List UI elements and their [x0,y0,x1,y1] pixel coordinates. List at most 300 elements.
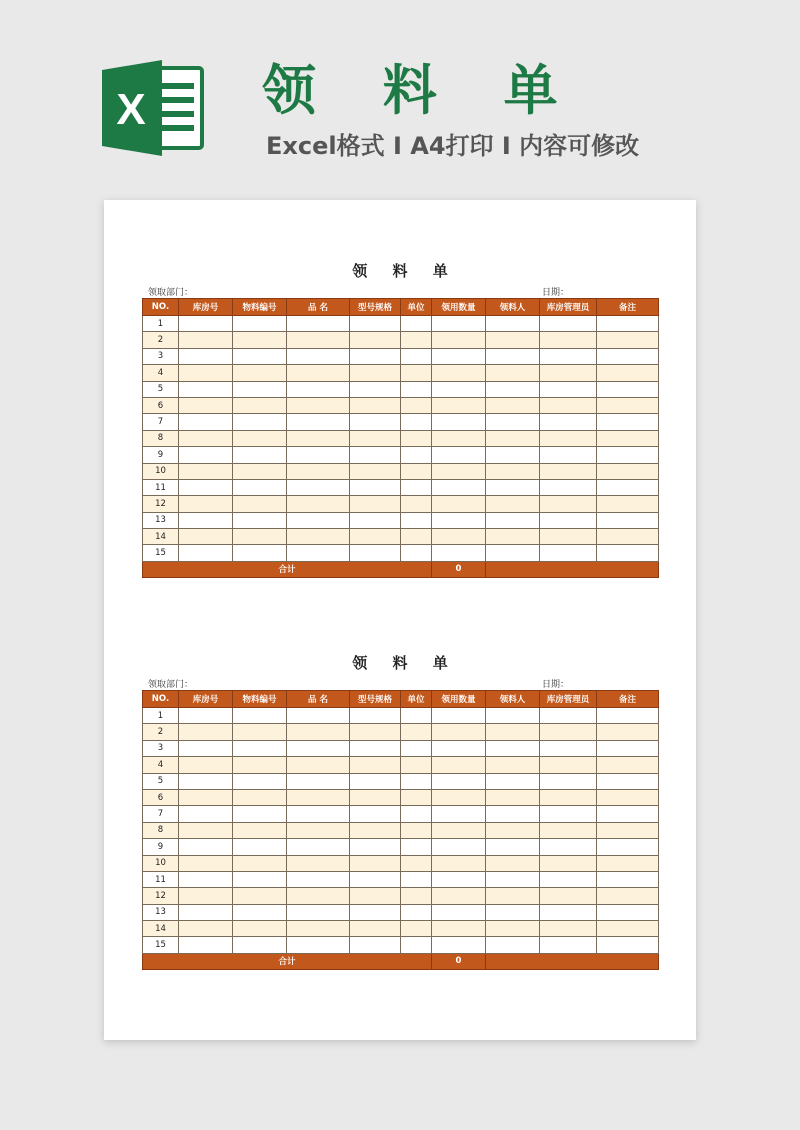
table-cell[interactable] [233,888,287,904]
table-cell[interactable] [233,871,287,887]
table-cell[interactable] [597,724,659,740]
table-cell[interactable] [540,545,597,561]
table-cell[interactable] [486,773,540,789]
table-cell[interactable] [540,855,597,871]
table-cell[interactable] [432,529,486,545]
table-cell[interactable] [401,740,432,756]
row-number: 12 [143,496,179,512]
table-cell[interactable] [486,397,540,413]
table-cell[interactable] [597,332,659,348]
table-cell[interactable] [597,888,659,904]
table-cell[interactable] [432,496,486,512]
table-row [143,789,659,805]
table-cell[interactable] [233,529,287,545]
table-cell[interactable] [350,381,401,397]
table-cell[interactable] [179,855,233,871]
table-cell[interactable] [350,937,401,953]
table-cell[interactable] [179,447,233,463]
table-cell[interactable] [287,545,350,561]
table-cell[interactable] [432,397,486,413]
table-cell[interactable] [486,937,540,953]
department-label: 领取部门： [148,680,194,690]
table-cell[interactable] [233,904,287,920]
row-number: 9 [143,839,179,855]
table-cell[interactable] [233,839,287,855]
table-cell[interactable] [540,463,597,479]
column-header: 品 名 [287,299,350,316]
table-cell[interactable] [597,757,659,773]
table-cell[interactable] [179,545,233,561]
row-number: 3 [143,348,179,364]
table-cell[interactable] [350,822,401,838]
table-cell[interactable] [287,806,350,822]
table-cell[interactable] [401,496,432,512]
table-cell[interactable] [179,757,233,773]
table-cell[interactable] [179,871,233,887]
table-cell[interactable] [350,316,401,332]
table-cell[interactable] [432,348,486,364]
table-cell[interactable] [401,430,432,446]
table-cell[interactable] [486,708,540,724]
table-cell[interactable] [597,806,659,822]
table-cell[interactable] [540,316,597,332]
table-cell[interactable] [233,545,287,561]
table-cell[interactable] [350,773,401,789]
row-number: 2 [143,332,179,348]
table-cell[interactable] [486,496,540,512]
table-cell[interactable] [179,414,233,430]
table-row [143,447,659,463]
table-cell[interactable] [401,921,432,937]
table-cell[interactable] [432,871,486,887]
table-cell[interactable] [597,839,659,855]
column-header: 备注 [597,299,659,316]
table-cell[interactable] [350,921,401,937]
table-cell[interactable] [486,839,540,855]
table-row [143,397,659,413]
table-cell[interactable] [350,463,401,479]
table-cell[interactable] [233,512,287,528]
table-cell[interactable] [233,773,287,789]
table-cell[interactable] [540,348,597,364]
table-cell[interactable] [540,839,597,855]
row-number: 15 [143,545,179,561]
table-cell[interactable] [350,479,401,495]
table-cell[interactable] [233,463,287,479]
table-cell[interactable] [350,430,401,446]
table-cell[interactable] [401,447,432,463]
table-cell[interactable] [287,332,350,348]
table-cell[interactable] [350,447,401,463]
table-cell[interactable] [287,937,350,953]
table-cell[interactable] [432,855,486,871]
table-cell[interactable] [597,708,659,724]
table-cell[interactable] [179,479,233,495]
table-cell[interactable] [432,316,486,332]
table-cell[interactable] [432,757,486,773]
table-cell[interactable] [432,430,486,446]
table-cell[interactable] [233,381,287,397]
table-cell[interactable] [179,937,233,953]
table-cell[interactable] [540,512,597,528]
table-cell[interactable] [287,724,350,740]
table-cell[interactable] [401,789,432,805]
table-cell[interactable] [287,316,350,332]
table-cell[interactable] [401,316,432,332]
table-cell[interactable] [350,888,401,904]
table-cell[interactable] [597,921,659,937]
row-number: 1 [143,316,179,332]
table-cell[interactable] [179,381,233,397]
table-cell[interactable] [179,463,233,479]
table-cell[interactable] [540,496,597,512]
table-cell[interactable] [233,740,287,756]
row-number: 10 [143,463,179,479]
table-cell[interactable] [287,822,350,838]
table-cell[interactable] [287,921,350,937]
table-cell[interactable] [233,430,287,446]
table-cell[interactable] [350,789,401,805]
table-cell[interactable] [233,822,287,838]
table-cell[interactable] [401,888,432,904]
table-cell[interactable] [401,348,432,364]
table-cell[interactable] [233,855,287,871]
table-cell[interactable] [486,545,540,561]
table-cell[interactable] [597,529,659,545]
table-cell[interactable] [401,414,432,430]
table-cell[interactable] [287,871,350,887]
table-cell[interactable] [401,479,432,495]
table-cell[interactable] [179,806,233,822]
table-cell[interactable] [540,381,597,397]
table-cell[interactable] [432,447,486,463]
table-cell[interactable] [597,904,659,920]
table-cell[interactable] [287,348,350,364]
table-row [143,806,659,822]
table-cell[interactable] [486,806,540,822]
table-cell[interactable] [350,757,401,773]
table-cell[interactable] [540,397,597,413]
table-cell[interactable] [287,888,350,904]
table-cell[interactable] [432,479,486,495]
table-cell[interactable] [486,757,540,773]
table-cell[interactable] [350,365,401,381]
table-cell[interactable] [597,937,659,953]
column-header: 物料编号 [233,691,287,708]
table-cell[interactable] [401,381,432,397]
table-cell[interactable] [350,871,401,887]
table-cell[interactable] [233,757,287,773]
table-cell[interactable] [179,496,233,512]
table-cell[interactable] [486,724,540,740]
table-cell[interactable] [432,512,486,528]
column-header: 领料人 [486,299,540,316]
table-cell[interactable] [432,904,486,920]
table-cell[interactable] [287,397,350,413]
table-cell[interactable] [287,463,350,479]
table-cell[interactable] [486,512,540,528]
table-cell[interactable] [233,708,287,724]
table-cell[interactable] [540,921,597,937]
table-cell[interactable] [179,904,233,920]
table-cell[interactable] [401,806,432,822]
table-cell[interactable] [401,757,432,773]
table-cell[interactable] [350,806,401,822]
table-cell[interactable] [597,447,659,463]
table-cell[interactable] [401,545,432,561]
table-cell[interactable] [540,871,597,887]
table-cell[interactable] [597,430,659,446]
table-cell[interactable] [597,496,659,512]
table-cell[interactable] [233,479,287,495]
row-number: 14 [143,921,179,937]
table-cell[interactable] [597,365,659,381]
table-cell[interactable] [401,529,432,545]
table-cell[interactable] [597,512,659,528]
table-cell[interactable] [233,365,287,381]
table-cell[interactable] [350,839,401,855]
table-cell[interactable] [233,789,287,805]
table-cell[interactable] [287,512,350,528]
table-body [143,316,659,562]
table-cell[interactable] [540,822,597,838]
table-cell[interactable] [432,463,486,479]
table-cell[interactable] [233,348,287,364]
table-cell[interactable] [350,545,401,561]
table-cell[interactable] [432,822,486,838]
table-cell[interactable] [432,921,486,937]
table-cell[interactable] [233,316,287,332]
row-number: 7 [143,806,179,822]
table-cell[interactable] [350,740,401,756]
table-cell[interactable] [401,855,432,871]
table-cell[interactable] [401,332,432,348]
table-cell[interactable] [432,332,486,348]
table-cell[interactable] [486,348,540,364]
table-cell[interactable] [540,724,597,740]
table-cell[interactable] [179,332,233,348]
table-cell[interactable] [287,855,350,871]
table-cell[interactable] [350,904,401,920]
table-cell[interactable] [350,529,401,545]
table-row [143,365,659,381]
table-cell[interactable] [597,855,659,871]
table-cell[interactable] [179,348,233,364]
table-cell[interactable] [233,332,287,348]
table-cell[interactable] [432,414,486,430]
table-cell[interactable] [486,430,540,446]
table-cell[interactable] [401,365,432,381]
table-cell[interactable] [179,888,233,904]
table-cell[interactable] [432,839,486,855]
table-cell[interactable] [287,430,350,446]
table-cell[interactable] [287,904,350,920]
table-cell[interactable] [233,724,287,740]
table-cell[interactable] [486,822,540,838]
table-cell[interactable] [233,937,287,953]
table-cell[interactable] [287,479,350,495]
table-cell[interactable] [432,740,486,756]
table-cell[interactable] [350,855,401,871]
table-cell[interactable] [486,904,540,920]
table-cell[interactable] [540,365,597,381]
row-number: 12 [143,888,179,904]
table-cell[interactable] [287,365,350,381]
table-cell[interactable] [432,806,486,822]
table-cell[interactable] [486,789,540,805]
table-cell[interactable] [540,479,597,495]
table-cell[interactable] [486,529,540,545]
table-cell[interactable] [350,414,401,430]
table-row [143,529,659,545]
table-cell[interactable] [540,789,597,805]
table-cell[interactable] [486,855,540,871]
table-cell[interactable] [287,381,350,397]
table-cell[interactable] [179,921,233,937]
table-cell[interactable] [179,430,233,446]
table-cell[interactable] [401,512,432,528]
table-cell[interactable] [486,414,540,430]
table-cell[interactable] [179,839,233,855]
table-cell[interactable] [486,447,540,463]
table-cell[interactable] [287,789,350,805]
table-cell[interactable] [486,463,540,479]
table-cell[interactable] [432,888,486,904]
table-cell[interactable] [287,496,350,512]
table-cell[interactable] [597,822,659,838]
table-cell[interactable] [486,740,540,756]
table-cell[interactable] [179,529,233,545]
table-row [143,773,659,789]
table-cell[interactable] [233,921,287,937]
table-cell[interactable] [287,773,350,789]
table-cell[interactable] [597,479,659,495]
table-cell[interactable] [179,724,233,740]
table-cell[interactable] [350,332,401,348]
table-cell[interactable] [401,463,432,479]
table-cell[interactable] [597,740,659,756]
table-cell[interactable] [540,447,597,463]
table-cell[interactable] [540,740,597,756]
table-cell[interactable] [597,871,659,887]
table-cell[interactable] [287,757,350,773]
table-cell[interactable] [486,921,540,937]
table-cell[interactable] [540,773,597,789]
table-row [143,740,659,756]
table-row [143,724,659,740]
table-cell[interactable] [432,365,486,381]
table-cell[interactable] [401,822,432,838]
table-cell[interactable] [179,773,233,789]
table-cell[interactable] [233,414,287,430]
table-cell[interactable] [401,708,432,724]
table-cell[interactable] [287,414,350,430]
table-cell[interactable] [597,316,659,332]
table-cell[interactable] [540,904,597,920]
table-cell[interactable] [350,496,401,512]
table-cell[interactable] [540,430,597,446]
table-cell[interactable] [540,332,597,348]
table-cell[interactable] [540,806,597,822]
table-cell[interactable] [401,773,432,789]
table-cell[interactable] [597,463,659,479]
table-cell[interactable] [287,740,350,756]
table-cell[interactable] [179,365,233,381]
table-cell[interactable] [233,806,287,822]
table-cell[interactable] [287,708,350,724]
table-cell[interactable] [350,512,401,528]
table-cell[interactable] [486,888,540,904]
column-header: 品 名 [287,691,350,708]
table-cell[interactable] [233,447,287,463]
table-row [143,904,659,920]
table-cell[interactable] [540,414,597,430]
table-cell[interactable] [350,708,401,724]
table-cell[interactable] [432,724,486,740]
table-cell[interactable] [179,822,233,838]
column-header: 物料编号 [233,299,287,316]
table-cell[interactable] [597,381,659,397]
table-cell[interactable] [540,529,597,545]
table-cell[interactable] [401,397,432,413]
table-cell[interactable] [233,397,287,413]
table-cell[interactable] [401,904,432,920]
table-cell[interactable] [432,708,486,724]
table-cell[interactable] [179,512,233,528]
table-cell[interactable] [486,316,540,332]
table-cell[interactable] [540,757,597,773]
table-cell[interactable] [597,348,659,364]
table-cell[interactable] [597,773,659,789]
table-cell[interactable] [401,724,432,740]
table-cell[interactable] [287,839,350,855]
table-cell[interactable] [179,397,233,413]
table-cell[interactable] [432,937,486,953]
table-cell[interactable] [486,381,540,397]
table-cell[interactable] [597,397,659,413]
requisition-form-2 [142,652,658,970]
table-cell[interactable] [179,708,233,724]
table-cell[interactable] [432,545,486,561]
table-cell[interactable] [287,447,350,463]
table-cell[interactable] [540,708,597,724]
table-cell[interactable] [486,871,540,887]
table-cell[interactable] [179,740,233,756]
table-cell[interactable] [486,365,540,381]
table-cell[interactable] [287,529,350,545]
table-cell[interactable] [432,381,486,397]
table-cell[interactable] [179,789,233,805]
table-row [143,921,659,937]
table-cell[interactable] [401,937,432,953]
table-cell[interactable] [597,789,659,805]
table-cell[interactable] [179,316,233,332]
table-cell[interactable] [350,397,401,413]
table-cell[interactable] [401,839,432,855]
table-cell[interactable] [432,773,486,789]
table-cell[interactable] [350,724,401,740]
table-cell[interactable] [401,871,432,887]
table-cell[interactable] [540,888,597,904]
table-cell[interactable] [486,479,540,495]
table-cell[interactable] [233,496,287,512]
table-cell[interactable] [486,332,540,348]
table-cell[interactable] [350,348,401,364]
table-cell[interactable] [540,937,597,953]
table-cell[interactable] [597,545,659,561]
table-cell[interactable] [597,414,659,430]
table-cell[interactable] [432,789,486,805]
